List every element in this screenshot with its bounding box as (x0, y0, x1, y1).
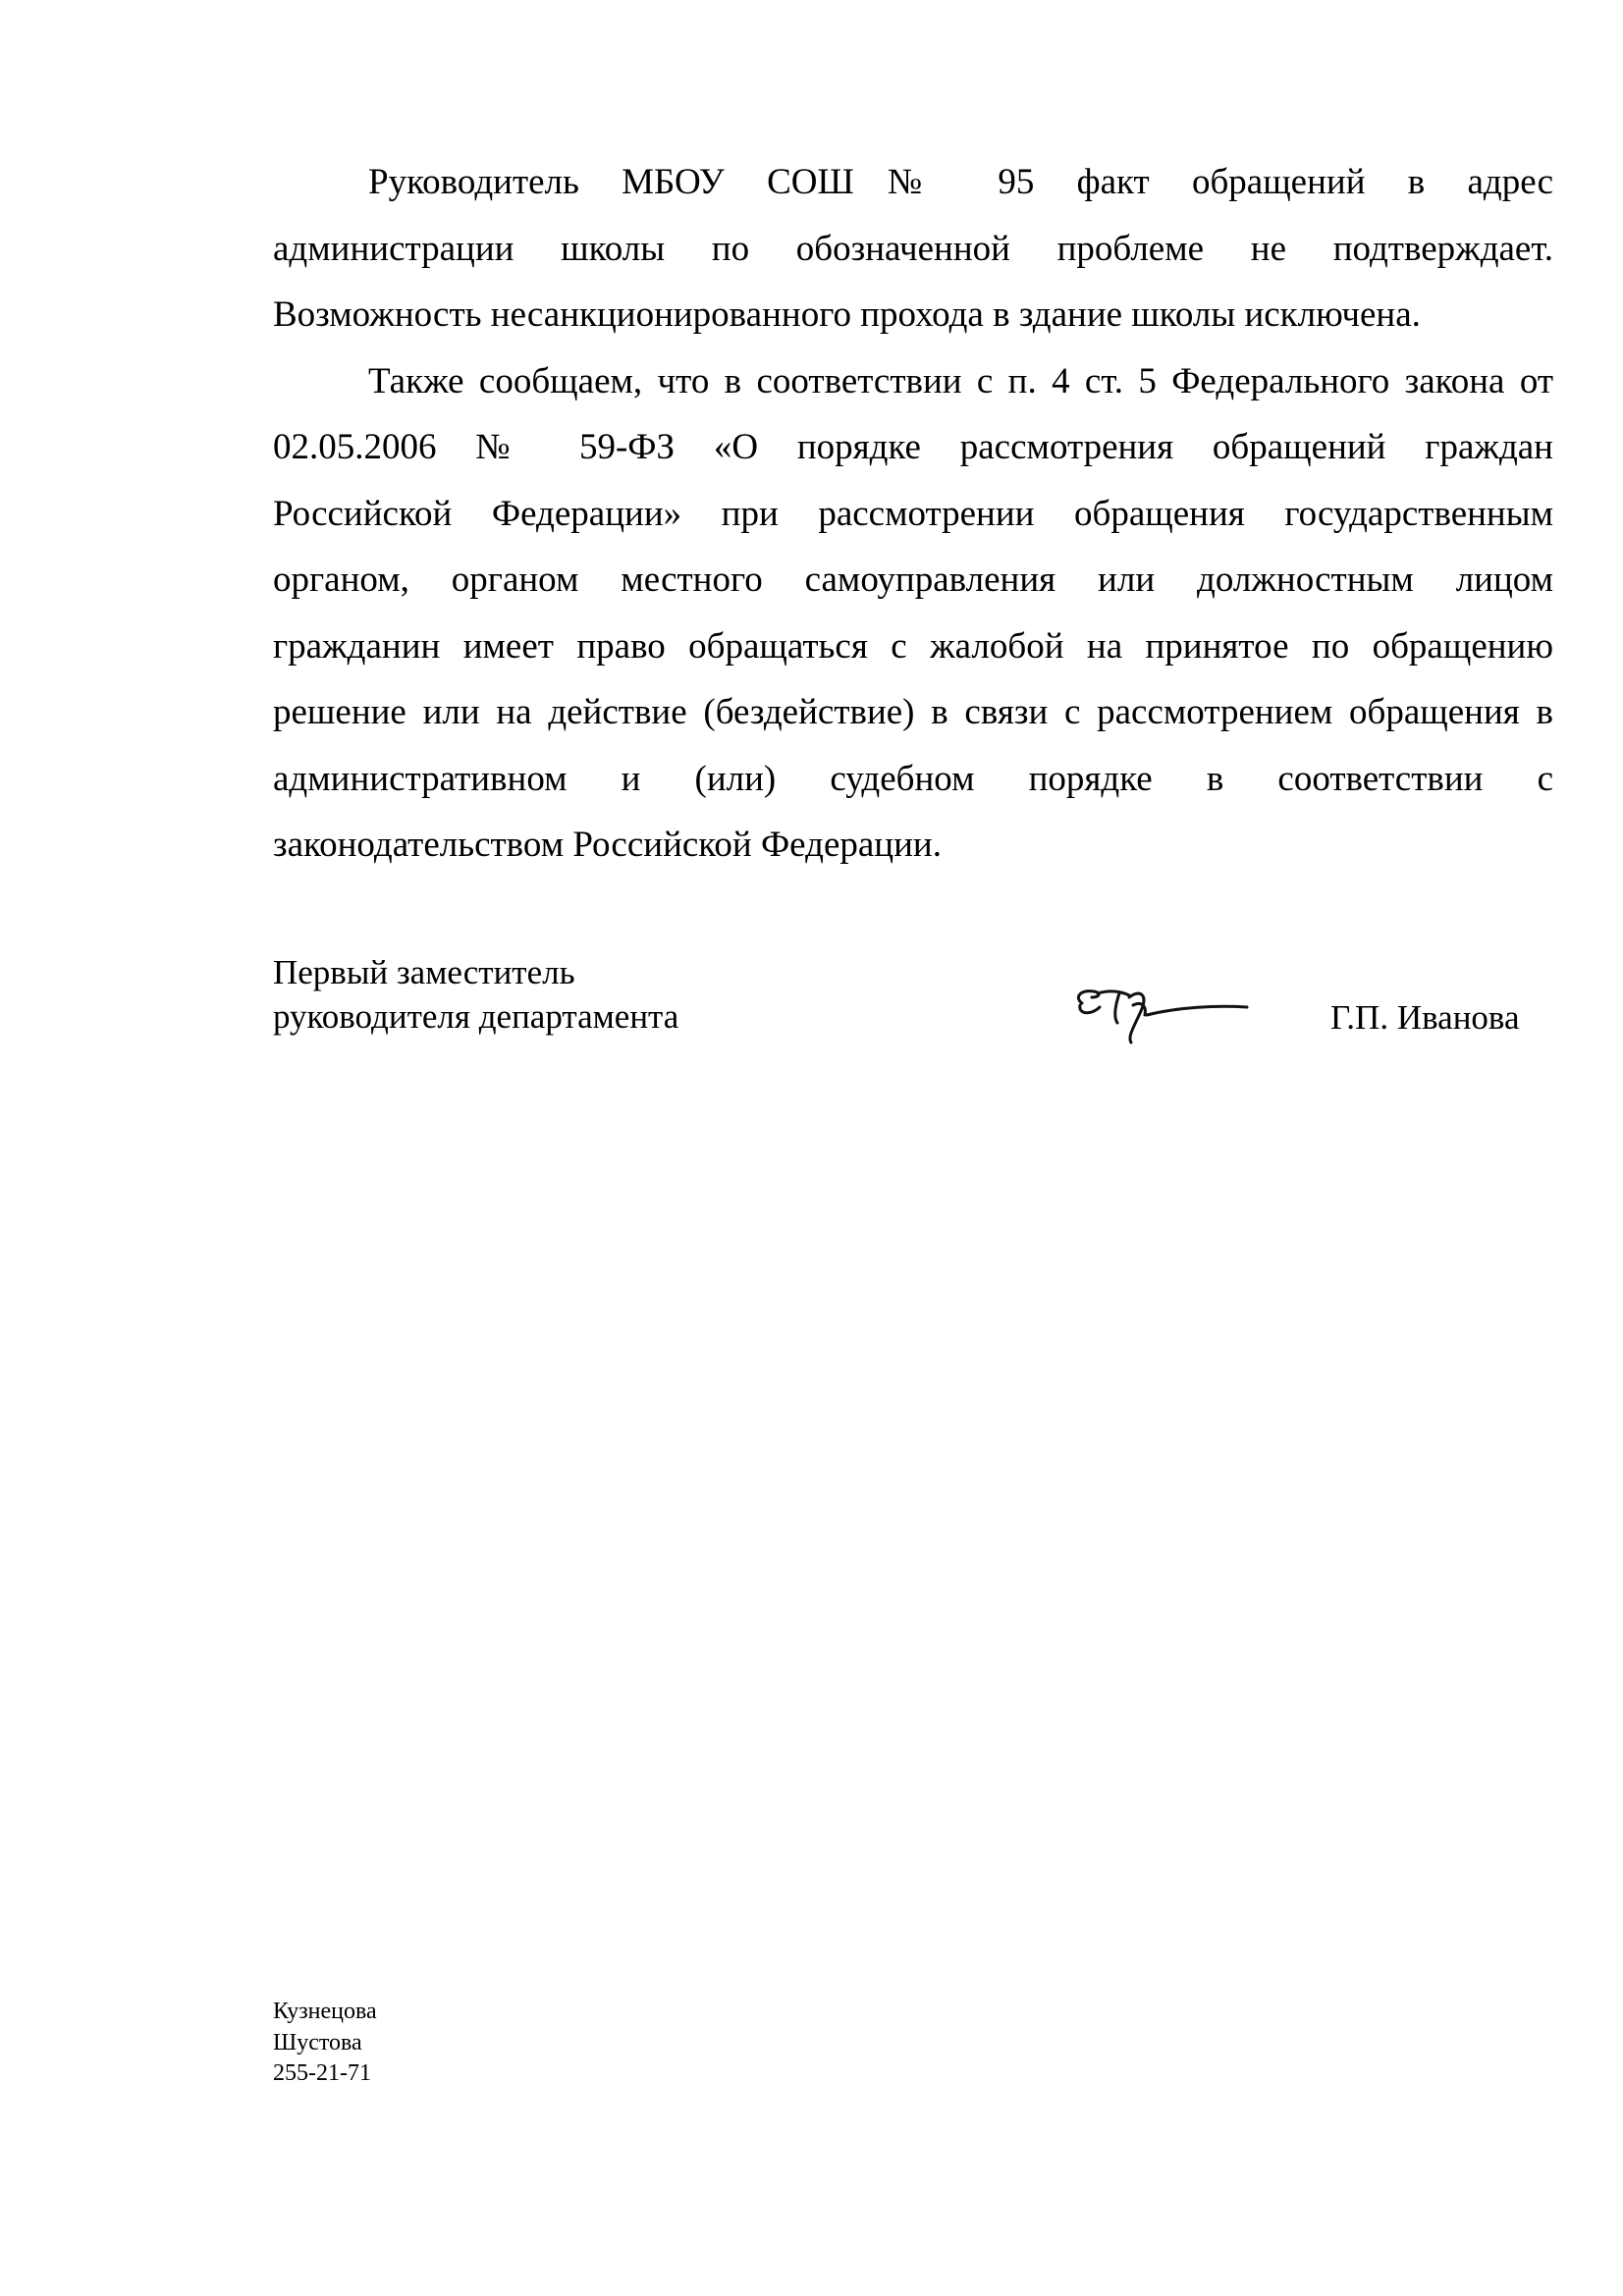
paragraph-1 (273, 149, 1553, 348)
signatory-title (273, 950, 678, 1039)
text-line: административном и (или) судебном порядке в соответствии с (273, 758, 1553, 799)
executor-phone: 255-21-71 (273, 2060, 371, 2086)
paragraph-2 (273, 348, 1553, 879)
executor-info (273, 1997, 377, 2090)
text-line: Руководитель МБОУ СОШ№ 95 факт обращений в адрес (368, 162, 1553, 202)
text-line: Возможность несанкционированного прохода в здание школы исключена. (273, 294, 1421, 335)
text-line: решение или на действие (бездействие) в связи с рассмотрением обращения в (273, 692, 1553, 732)
signatory-title-line: руководителя департамента (273, 997, 679, 1036)
executor-name: Шустова (273, 2029, 362, 2056)
text-line: Также сообщаем, что в соответствии с п. 4 ст. 5 Федерального закона от (368, 360, 1553, 401)
letter-body (273, 149, 1553, 879)
signatory-name: Г.П. Иванова (1330, 998, 1520, 1037)
text-line: органом, органом местного самоуправления или должностным лицом (273, 560, 1553, 600)
text-line: законодательством Российской Федерации. (273, 825, 942, 865)
handwritten-signature (1070, 972, 1252, 1050)
executor-name: Кузнецова (273, 1999, 377, 2024)
text-line: Российской Федерации» при рассмотрении обращения государственным (273, 493, 1553, 534)
text-line: гражданин имеет право обращаться с жалобой на принятое по обращению (273, 625, 1553, 667)
signatory-title-line: Первый заместитель (273, 953, 575, 991)
text-line: 02.05.2006 № 59-ФЗ «О порядке рассмотрения обращений граждан (273, 427, 1553, 467)
text-line: администрации школы по обозначенной проблеме не подтверждает. (273, 228, 1553, 269)
